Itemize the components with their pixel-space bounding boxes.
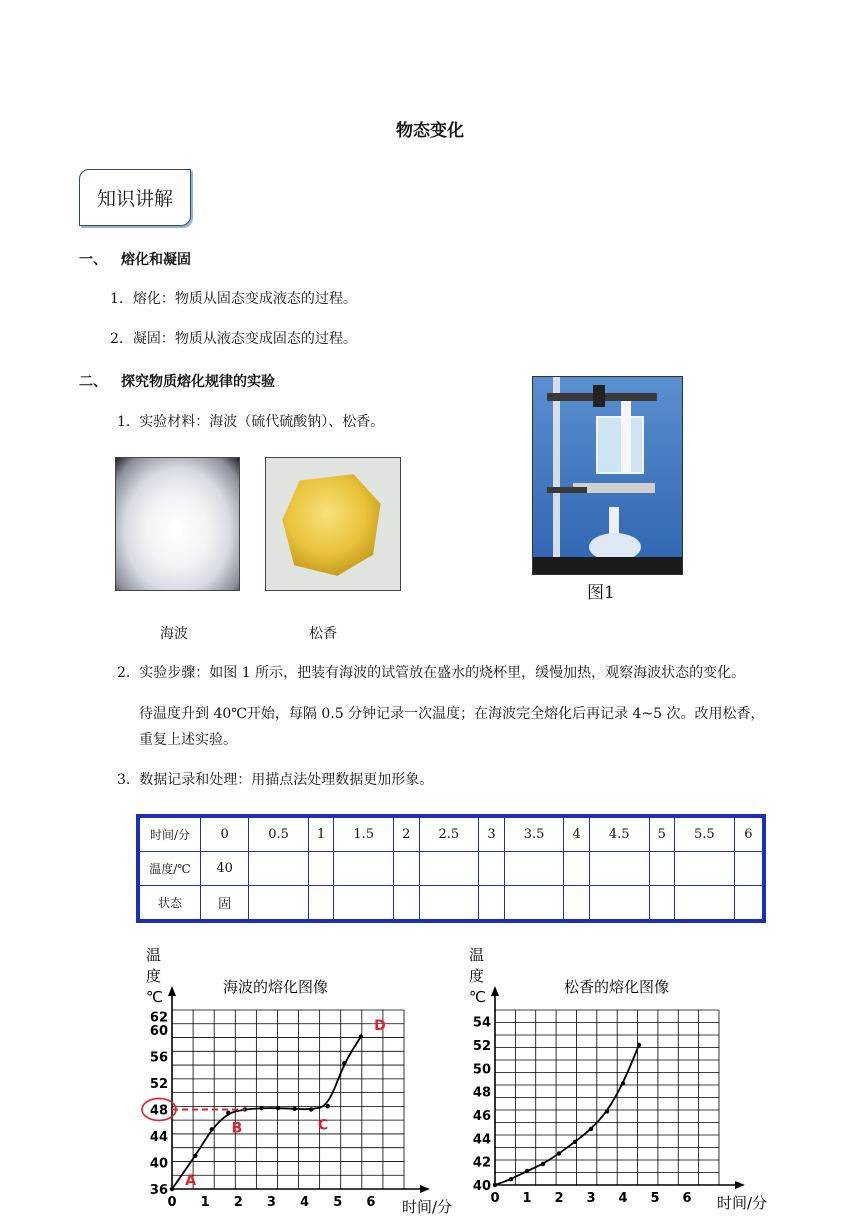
data-point	[637, 1043, 641, 1047]
rosin-photo	[265, 457, 401, 591]
data-point	[589, 1127, 593, 1131]
item-text: 实验步骤：如图 1 所示，把装有海波的试管放在盛水的烧杯里，缓慢加热，观察海波状态的变化。	[139, 665, 746, 681]
y-tick-label: 60	[149, 1023, 168, 1039]
data-point	[557, 1151, 561, 1155]
table-cell	[479, 852, 505, 886]
data-point	[210, 1127, 214, 1131]
point-label: D	[374, 1017, 386, 1034]
table-cell	[394, 852, 420, 886]
y-tick-label: 40	[149, 1156, 168, 1172]
y-tick-label: 44	[472, 1132, 491, 1148]
table-cell: 4.5	[589, 816, 649, 852]
table-cell	[589, 886, 649, 922]
y-tick-label: 40	[472, 1179, 491, 1194]
data-point	[359, 1034, 363, 1038]
figure-caption: 图1	[587, 583, 615, 603]
rosin-rock	[278, 472, 386, 578]
x-tick-label: 3	[266, 1195, 276, 1210]
point-label: B	[231, 1120, 243, 1137]
data-table	[136, 814, 766, 923]
table-cell	[419, 852, 479, 886]
section-title: 熔化和凝固	[121, 252, 191, 268]
data-point	[193, 1154, 197, 1158]
x-tick-label: 0	[167, 1195, 177, 1210]
salt-photo	[115, 457, 240, 591]
x-tick-label: 1	[522, 1191, 532, 1206]
table-cell	[675, 886, 735, 922]
rosin-melting-chart	[462, 940, 772, 1216]
x-tick-label: 5	[333, 1195, 343, 1210]
x-tick-label: 1	[200, 1195, 210, 1210]
x-axis-label: 时间/分	[717, 1194, 768, 1212]
x-tick-label: 2	[233, 1195, 243, 1210]
data-point	[226, 1111, 230, 1115]
data-processing-line	[117, 770, 433, 790]
data-point	[170, 1187, 174, 1191]
x-axis-arrow	[420, 1185, 430, 1193]
data-curve	[172, 1037, 361, 1189]
row-label: 温度/℃	[138, 852, 201, 886]
chart-title: 海波的熔化图像	[223, 978, 329, 996]
y-axis-label: 温	[469, 946, 485, 964]
table-cell: 0.5	[249, 816, 309, 852]
y-tick-label: 56	[149, 1050, 168, 1066]
table-cell	[504, 886, 564, 922]
table-cell: 6	[734, 816, 764, 852]
section-heading-1	[79, 249, 191, 269]
table-cell	[334, 852, 394, 886]
point-label: C	[317, 1117, 329, 1134]
table-cell: 5.5	[675, 816, 735, 852]
table-cell	[394, 886, 420, 922]
table-cell	[589, 852, 649, 886]
y-tick-label: 48	[472, 1085, 491, 1101]
table-cell	[564, 852, 590, 886]
data-point	[259, 1106, 263, 1110]
table-cell	[649, 852, 675, 886]
data-point	[621, 1081, 625, 1085]
data-point	[493, 1183, 497, 1187]
table-cell: 2	[394, 816, 420, 852]
x-tick-label: 6	[366, 1195, 376, 1210]
x-tick-label: 3	[586, 1191, 596, 1206]
table-cell: 40	[201, 852, 249, 886]
x-tick-label: 5	[650, 1191, 660, 1206]
table-cell	[734, 852, 764, 886]
y-axis-label: ℃	[469, 988, 486, 1006]
definition-solidification: 2．凝固：物质从液态变成固态的过程。	[110, 331, 357, 347]
x-tick-label: 2	[554, 1191, 564, 1206]
x-tick-label: 6	[682, 1191, 692, 1206]
y-tick-label: 52	[149, 1076, 168, 1092]
data-point	[292, 1107, 296, 1111]
item-text: 实验材料：海波（硫代硫酸钠）、松香。	[139, 414, 385, 430]
steps-line-2: 待温度升到 40℃开始，每隔 0.5 分钟记录一次温度；在海波完全熔化后再记录 4~5 次。改用松香，	[139, 706, 765, 722]
table-cell	[564, 886, 590, 922]
y-axis-label: 度	[469, 967, 485, 985]
salt-caption: 海波	[160, 626, 188, 642]
table-cell: 1	[308, 816, 334, 852]
data-point	[326, 1104, 330, 1108]
y-tick-label: 52	[472, 1039, 491, 1054]
data-point	[509, 1177, 513, 1181]
y-tick-label: 36	[149, 1183, 168, 1198]
table-cell	[649, 886, 675, 922]
data-point	[573, 1140, 577, 1144]
page-title: 物态变化	[396, 121, 464, 141]
y-tick-label: 44	[149, 1129, 168, 1145]
x-tick-label: 4	[300, 1195, 310, 1210]
data-point	[309, 1107, 313, 1111]
x-axis-arrow	[735, 1181, 745, 1189]
section-heading-2	[79, 371, 275, 391]
item-number: 2.	[117, 665, 131, 681]
y-axis-arrow	[168, 986, 176, 996]
table-cell: 1.5	[334, 816, 394, 852]
y-axis-label: 度	[146, 967, 162, 985]
steps-line-3: 重复上述实验。	[139, 732, 237, 748]
table-cell	[308, 852, 334, 886]
hypo-melting-chart	[135, 940, 465, 1216]
knowledge-section-box: 知识讲解	[79, 169, 191, 226]
table-cell	[334, 886, 394, 922]
section-title: 探究物质熔化规律的实验	[121, 374, 275, 390]
y-tick-label: 54	[472, 1015, 491, 1031]
data-point	[541, 1162, 545, 1166]
item-text: 数据记录和处理：用描点法处理数据更加形象。	[139, 772, 434, 788]
row-label: 状态	[138, 886, 201, 922]
table-cell	[479, 886, 505, 922]
y-tick-label: 46	[472, 1109, 491, 1124]
table-cell: 3	[479, 816, 505, 852]
table-cell: 2.5	[419, 816, 479, 852]
table-cell: 5	[649, 816, 675, 852]
table-row-time	[138, 816, 764, 852]
x-tick-label: 0	[490, 1191, 500, 1206]
table-cell	[734, 886, 764, 922]
y-axis-arrow	[491, 986, 499, 996]
table-cell	[504, 852, 564, 886]
apparatus-photo	[532, 376, 683, 575]
point-label: A	[185, 1173, 197, 1189]
section-number: 二、	[79, 374, 107, 390]
table-row-temperature	[138, 852, 764, 886]
table-cell: 固	[201, 886, 249, 922]
table-cell: 0	[201, 816, 249, 852]
x-tick-label: 4	[618, 1191, 628, 1206]
data-point	[525, 1169, 529, 1173]
x-axis-label: 时间/分	[402, 1198, 453, 1216]
data-point	[276, 1106, 280, 1110]
data-point	[605, 1109, 609, 1113]
y-tick-label: 42	[472, 1155, 491, 1171]
item-number: 3.	[117, 772, 131, 788]
y-tick-label: 48	[149, 1103, 168, 1119]
materials-line	[117, 412, 384, 432]
y-axis-label: 温	[146, 946, 162, 964]
table-cell: 4	[564, 816, 590, 852]
steps-line-1	[117, 663, 745, 683]
chart-title: 松香的熔化图像	[564, 978, 670, 996]
section-number: 一、	[79, 252, 107, 268]
table-cell	[675, 852, 735, 886]
row-label: 时间/分	[138, 816, 201, 852]
table-cell	[419, 886, 479, 922]
definition-melting: 1．熔化：物质从固态变成液态的过程。	[110, 291, 357, 307]
table-cell: 3.5	[504, 816, 564, 852]
item-number: 1.	[117, 414, 131, 430]
table-cell	[249, 852, 309, 886]
table-cell	[249, 886, 309, 922]
table-cell	[308, 886, 334, 922]
y-tick-label: 50	[472, 1062, 491, 1078]
rosin-caption: 松香	[309, 626, 337, 642]
y-axis-label: ℃	[146, 988, 163, 1006]
table-row-state	[138, 886, 764, 922]
data-point	[342, 1061, 346, 1065]
y-tick-label: 62	[149, 1010, 168, 1026]
